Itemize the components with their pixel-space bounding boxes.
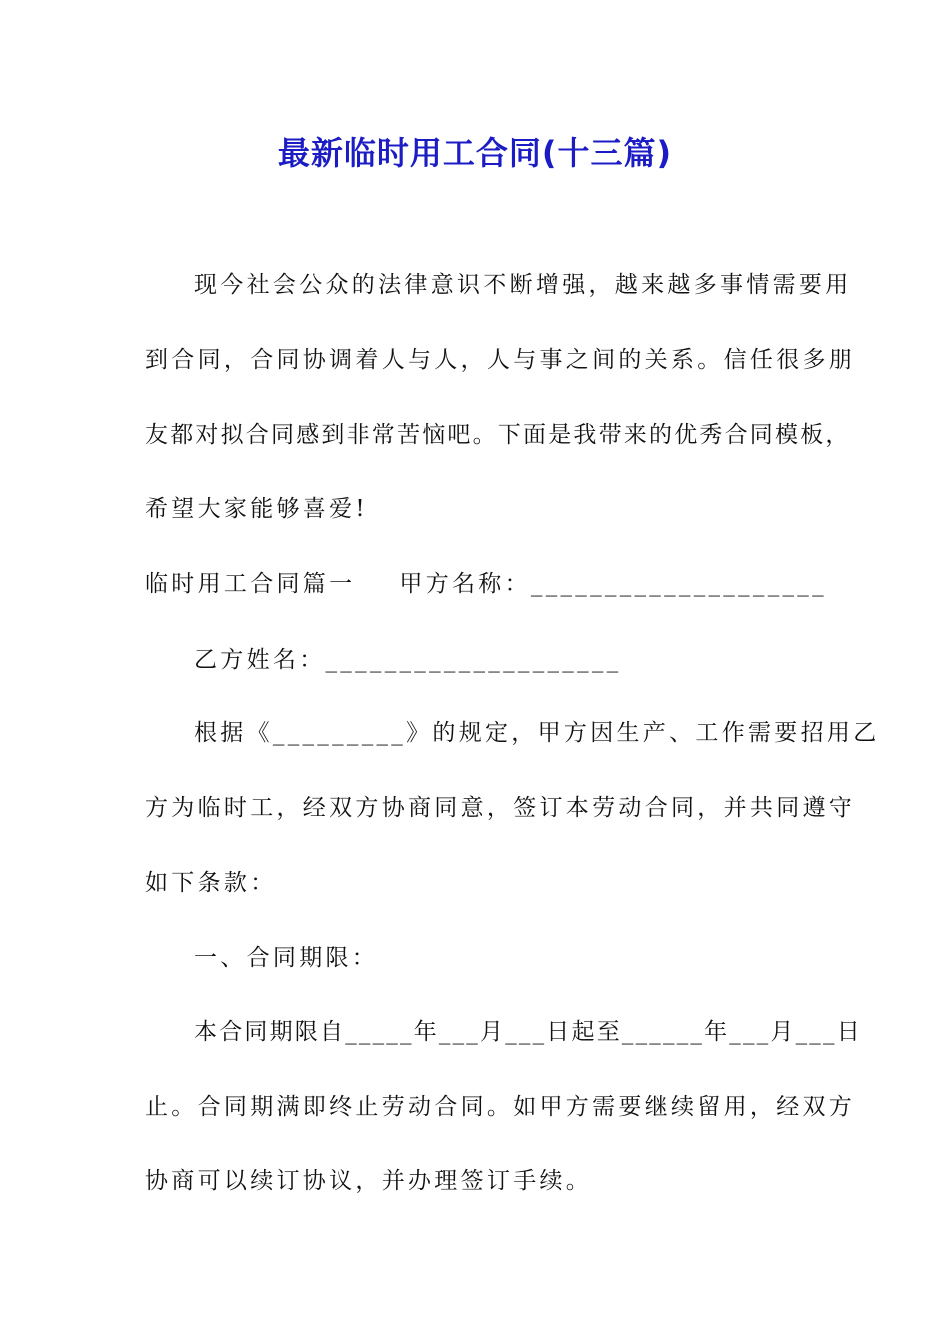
- basis-line-1: 根据《_________》的规定，甲方因生产、工作需要招用乙: [194, 720, 880, 746]
- document-title: 最新临时用工合同(十三篇): [277, 134, 673, 172]
- party-a-field: 甲方名称：____________________: [399, 571, 827, 597]
- intro-line-2: 到合同，合同协调着人与人，人与事之间的关系。信任很多朋: [145, 347, 856, 373]
- intro-line-1: 现今社会公众的法律意识不断增强，越来越多事情需要用: [194, 272, 852, 298]
- clause-one-line-2: 止。合同期满即终止劳动合同。如甲方需要继续留用，经双方: [145, 1094, 856, 1120]
- clause-one-heading: 一、合同期限：: [194, 945, 379, 971]
- section-heading: 临时用工合同篇一: [145, 571, 356, 597]
- section-heading-line: [145, 569, 827, 599]
- party-b-field: 乙方姓名：____________________: [194, 647, 622, 673]
- intro-line-4: 希望大家能够喜爱!: [145, 496, 368, 522]
- clause-one-line-1: 本合同期限自_____年___月___日起至______年___月___日: [194, 1019, 862, 1045]
- clause-one-line-3: 协商可以续订协议，并办理签订手续。: [145, 1168, 593, 1194]
- intro-line-3: 友都对拟合同感到非常苦恼吧。下面是我带来的优秀合同模板，: [145, 422, 851, 448]
- basis-line-2: 方为临时工，经双方协商同意，签订本劳动合同，并共同遵守: [145, 795, 856, 821]
- basis-line-3: 如下条款：: [145, 870, 277, 896]
